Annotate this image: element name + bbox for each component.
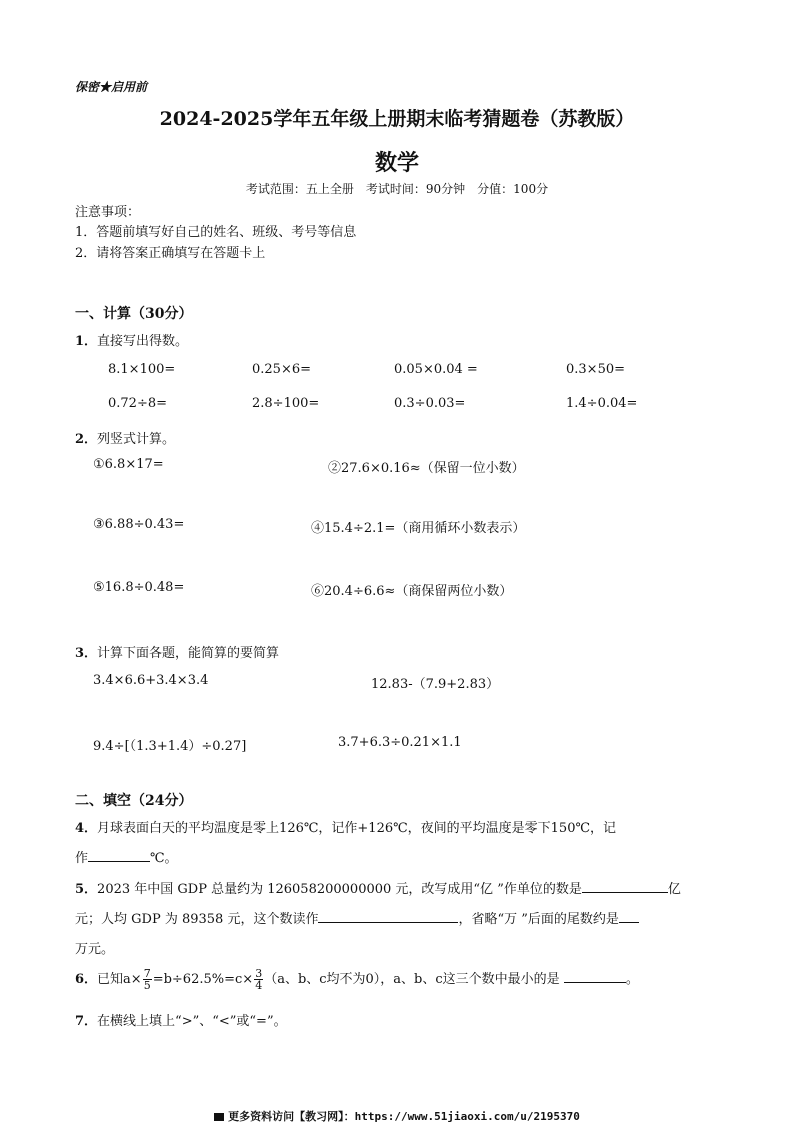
- question-text: =b÷62.5%=c×: [152, 972, 254, 987]
- fraction: [254, 968, 263, 991]
- question-5-line-2: [75, 908, 639, 927]
- calc-item: 2.8÷100=: [252, 396, 320, 411]
- simplify-item: 3.7+6.3÷0.21×1.1: [338, 735, 462, 750]
- simplify-item: 3.4×6.6+3.4×3.4: [93, 673, 209, 688]
- question-text: 计算下面各题，能简算的要简算: [97, 646, 280, 661]
- footer-text[interactable]: 更多资料访问【教习网】：https://www.51jiaoxi.com/u/2195370: [228, 1110, 580, 1123]
- question-number: 6．: [75, 972, 98, 987]
- answer-blank[interactable]: [88, 849, 150, 862]
- answer-blank[interactable]: [318, 910, 458, 923]
- fraction-numerator: 7: [143, 967, 151, 980]
- vertical-calc-item: ④15.4÷2.1=（商用循环小数表示）: [311, 521, 526, 536]
- question-text: 2023 年中国 GDP 总量约为 126058200000000 元，改写成用“亿 ”作单位的数是: [97, 882, 582, 897]
- vertical-calc-item: ⑤16.8÷0.48=: [93, 580, 185, 595]
- subject-title: 数学: [374, 150, 419, 176]
- question-4-line-2: [75, 847, 178, 866]
- vertical-calc-item: ②27.6×0.16≈（保留一位小数）: [328, 461, 525, 476]
- question-number: 1．: [75, 334, 98, 349]
- question-number: 4．: [75, 821, 98, 836]
- fraction-denominator: 4: [255, 979, 263, 992]
- fraction-denominator: 5: [143, 979, 151, 992]
- vertical-calc-item: ③6.88÷0.43=: [93, 517, 185, 532]
- fraction: [143, 968, 152, 991]
- question-5-line-3: 万元。: [75, 942, 115, 957]
- confidential-mark: 保密★启用前: [75, 80, 148, 94]
- vertical-calc-item: ①6.8×17=: [93, 457, 164, 472]
- question-4: [75, 817, 616, 836]
- exam-info: 考试范围：五上全册 考试时间：90分钟 分值：100分: [245, 182, 549, 196]
- question-6: [75, 968, 639, 991]
- question-7: [75, 1010, 287, 1029]
- calc-item: 0.3×50=: [566, 362, 626, 377]
- calc-item: 0.05×0.04 =: [394, 362, 478, 377]
- answer-blank[interactable]: [619, 910, 639, 923]
- fraction-numerator: 3: [255, 967, 263, 980]
- notes-heading: 注意事项：: [75, 205, 141, 220]
- question-text: 元；人均 GDP 为 89358 元，这个数读作: [75, 912, 319, 927]
- vertical-calc-item: ⑥20.4÷6.6≈（商保留两位小数）: [311, 584, 513, 599]
- question-text: 在横线上填上“>”、“<”或“=”。: [97, 1014, 287, 1029]
- question-text: 已知a×: [97, 972, 142, 987]
- question-text: 亿: [667, 882, 681, 897]
- question-text: 列竖式计算。: [97, 432, 176, 447]
- note-item: 1．答题前填写好自己的姓名、班级、考号等信息: [75, 225, 357, 240]
- question-3: [75, 642, 279, 661]
- simplify-item: 12.83-（7.9+2.83）: [371, 677, 500, 692]
- question-text: ，省略“万 ”后面的尾数约是: [458, 912, 619, 927]
- question-text: 。: [625, 972, 639, 987]
- question-text: ℃。: [150, 851, 178, 866]
- calc-item: 0.3÷0.03=: [394, 396, 466, 411]
- question-number: 3．: [75, 646, 98, 661]
- calc-item: 0.25×6=: [252, 362, 312, 377]
- calc-item: 1.4÷0.04=: [566, 396, 638, 411]
- question-text: 直接写出得数。: [97, 334, 189, 349]
- question-text: 作: [75, 851, 89, 866]
- footer-link[interactable]: [0, 1108, 794, 1124]
- question-text: 月球表面白天的平均温度是零上126℃，记作+126℃，夜间的平均温度是零下150℃，记: [97, 821, 617, 836]
- question-number: 5．: [75, 882, 98, 897]
- exam-title: 2024-2025学年五年级上册期末临考猜题卷（苏教版）: [159, 108, 635, 130]
- calc-item: 8.1×100=: [108, 362, 176, 377]
- question-number: 7．: [75, 1014, 98, 1029]
- question-text: （a、b、c均不为0），a、b、c这三个数中最小的是: [264, 972, 560, 987]
- answer-blank[interactable]: [564, 970, 626, 983]
- question-number: 2．: [75, 432, 98, 447]
- calc-item: 0.72÷8=: [108, 396, 168, 411]
- question-5: [75, 878, 681, 897]
- answer-blank[interactable]: [582, 880, 668, 893]
- question-1: [75, 330, 188, 349]
- section-2-title: 二、填空（24分）: [75, 793, 193, 809]
- question-2: [75, 428, 175, 447]
- flag-icon: [214, 1113, 224, 1121]
- simplify-item: 9.4÷[（1.3+1.4）÷0.27]: [93, 739, 247, 754]
- note-item: 2．请将答案正确填写在答题卡上: [75, 246, 266, 261]
- section-1-title: 一、计算（30分）: [75, 306, 193, 322]
